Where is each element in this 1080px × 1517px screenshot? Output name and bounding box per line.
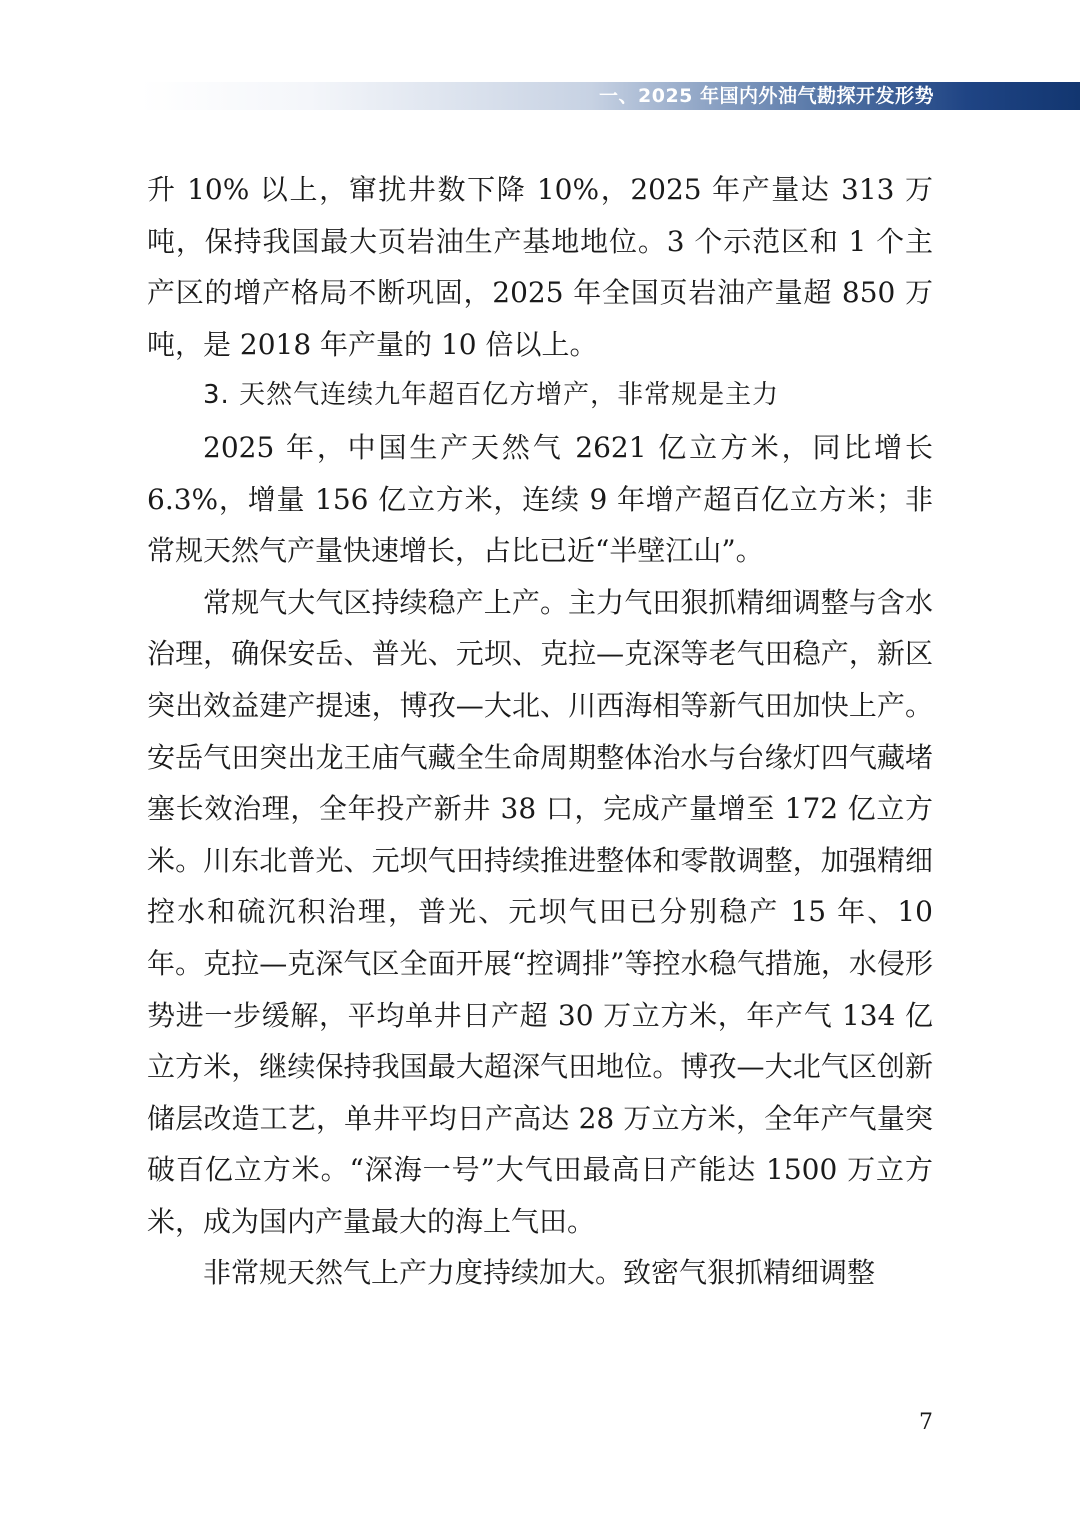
body-text	[147, 164, 933, 1299]
section-subheading: 3. 天然气连续九年超百亿方增产，非常规是主力	[203, 380, 780, 411]
page-number: 7	[919, 1410, 933, 1435]
running-header-title: 一、2025 年国内外油气勘探开发形势	[599, 85, 934, 107]
paragraph-unconventional-gas: 非常规天然气上产力度持续加大。致密气狠抓精细调整	[203, 1256, 876, 1290]
paragraph-continued: 升 10% 以上，窜扰井数下降 10%，2025 年产量达 313 万吨，保持我国最大页岩油生产基地地位。3 个示范区和 1 个主产区的增产格局不断巩固，2025 年全国页岩油产量超 850 万吨，是 2018 年产量的 10 倍以上。	[147, 173, 933, 361]
paragraph-gas-output: 2025 年，中国生产天然气 2621 亿立方米，同比增长 6.3%，增量 156 亿立方米，连续 9 年增产超百亿立方米；非常规天然气产量快速增长，占比已近“半壁江山”。	[147, 430, 933, 568]
running-header-band	[140, 82, 1080, 110]
paragraph-conventional-gas: 常规气大气区持续稳产上产。主力气田狠抓精细调整与含水治理，确保安岳、普光、元坝、克拉—克深等老气田稳产，新区突出效益建产提速，博孜—大北、川西海相等新气田加快上产。安岳气田突出龙王庙气藏全生命周期整体治水与台缘灯四气藏堵塞长效治理，全年投产新井 38 口，完成产量增至 172 亿立方米。川东北普光、元坝气田持续推进整体和零散调整，加强精细控水和硫沉积治理，普光、元坝气田已分别稳产 15 年、10 年。克拉—克深气区全面开展“控调排”等控水稳气措施，水侵形势进一步缓解，平均单井日产超 30 万立方米，年产气 134 亿立方米，继续保持我国最大超深气田地位。博孜—大北气区创新储层改造工艺，单井平均日产高达 28 万立方米，全年产气量突破百亿立方米。“深海一号”大气田最高日产能达 1500 万立方米，成为国内产量最大的海上气田。	[147, 585, 933, 1238]
